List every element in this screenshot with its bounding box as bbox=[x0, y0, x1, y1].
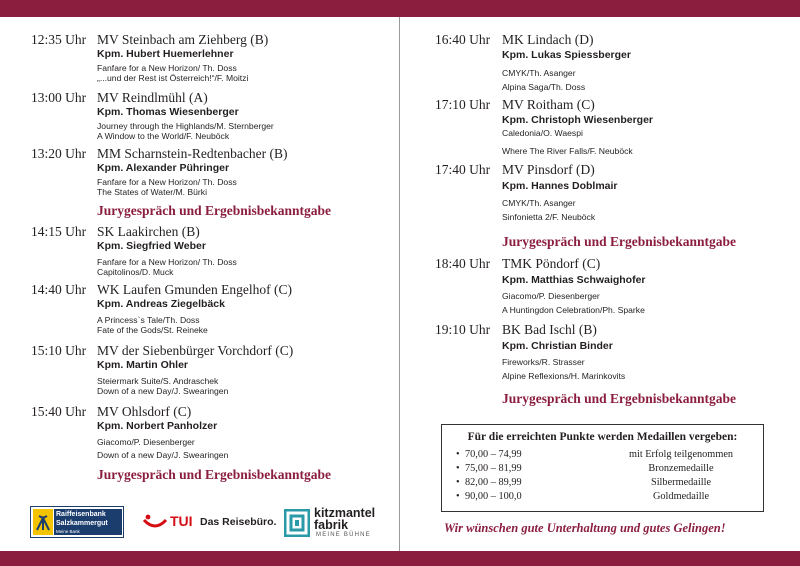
entry-conductor: Kpm. Alexander Pühringer bbox=[97, 162, 230, 174]
medal-range: 82,00 – 89,99 bbox=[465, 477, 522, 488]
entry-band: MV Pinsdorf (D) bbox=[502, 162, 595, 177]
entry-time: 18:40 Uhr bbox=[435, 256, 491, 271]
entry-conductor: Kpm. Hannes Doblmair bbox=[502, 180, 618, 192]
entry-piece: Journey through the Highlands/M. Sternberger bbox=[97, 121, 274, 131]
entry-piece: The States of Water/M. Bürki bbox=[97, 187, 208, 197]
entry-piece: Alpine Reflexions/H. Marinkovits bbox=[502, 371, 626, 381]
column-divider bbox=[399, 17, 400, 551]
entry-conductor: Kpm. Andreas Ziegelbäck bbox=[97, 298, 225, 310]
raiffeisen-tagline: Meine Bank bbox=[56, 529, 80, 534]
closing-message: Wir wünschen gute Unterhaltung und gutes Gelingen! bbox=[444, 521, 726, 535]
top-accent-bar bbox=[0, 0, 800, 17]
entry-time: 14:40 Uhr bbox=[31, 282, 87, 297]
entry-band: MK Lindach (D) bbox=[502, 32, 594, 47]
tui-tagline: Das Reisebüro. bbox=[200, 516, 277, 528]
entry-time: 17:40 Uhr bbox=[435, 162, 491, 177]
entry-piece: A Princess`s Tale/Th. Doss bbox=[97, 315, 200, 325]
entry-time: 13:20 Uhr bbox=[31, 146, 87, 161]
entry-piece: Fanfare for a New Horizon/ Th. Doss bbox=[97, 177, 237, 187]
entry-piece: Sinfonietta 2/F. Neuböck bbox=[502, 212, 596, 222]
raiffeisen-gable-icon bbox=[33, 509, 53, 535]
entry-band: MV Steinbach am Ziehberg (B) bbox=[97, 32, 269, 47]
medal-row bbox=[456, 491, 756, 504]
entry-time: 13:00 Uhr bbox=[31, 90, 87, 105]
entry-piece: Down of a new Day/J. Swearingen bbox=[97, 386, 229, 396]
medal-label: mit Erfolg teilgenommen bbox=[628, 449, 734, 460]
raiffeisen-line2: Salzkammergut bbox=[56, 519, 108, 527]
tui-smile-icon bbox=[143, 514, 167, 535]
entry-band: SK Laakirchen (B) bbox=[97, 224, 200, 239]
kitzmantel-line2: fabrik bbox=[314, 518, 349, 532]
entry-piece: CMYK/Th. Asanger bbox=[502, 198, 576, 208]
entry-conductor: Kpm. Martin Ohler bbox=[97, 359, 189, 371]
entry-conductor: Kpm. Hubert Huemerlehner bbox=[97, 48, 234, 60]
raiffeisenbank-logo bbox=[30, 506, 124, 538]
entry-band: MV Reindlmühl (A) bbox=[97, 90, 208, 105]
entry-conductor: Kpm. Christoph Wiesenberger bbox=[502, 114, 654, 126]
entry-piece: Alpina Saga/Th. Doss bbox=[502, 82, 586, 92]
entry-piece: Steiermark Suite/S. Andraschek bbox=[97, 376, 219, 386]
jury-announcement: Jurygespräch und Ergebnisbekanntgabe bbox=[97, 203, 332, 218]
jury-announcement: Jurygespräch und Ergebnisbekanntgabe bbox=[502, 391, 737, 406]
entry-piece: „...und der Rest ist Österreich!“/F. Moitzi bbox=[97, 73, 249, 83]
entry-conductor: Kpm. Christian Binder bbox=[502, 340, 613, 352]
entry-piece: Caledonia/O. Waespi bbox=[502, 128, 583, 138]
entry-piece: Down of a new Day/J. Swearingen bbox=[97, 450, 229, 460]
entry-piece: A Huntingdon Celebration/Ph. Sparke bbox=[502, 305, 645, 315]
entry-band: BK Bad Ischl (B) bbox=[502, 322, 597, 337]
bullet-icon: • bbox=[456, 463, 460, 474]
entry-conductor: Kpm. Norbert Panholzer bbox=[97, 420, 218, 432]
entry-conductor: Kpm. Siegfried Weber bbox=[97, 240, 206, 252]
raiffeisen-line1: Raiffeisenbank bbox=[56, 511, 106, 518]
entry-band: MM Scharnstein-Redtenbacher (B) bbox=[97, 146, 288, 161]
medal-range: 90,00 – 100,0 bbox=[465, 491, 522, 502]
kitzmantel-wordmark bbox=[314, 507, 375, 531]
medal-range: 70,00 – 74,99 bbox=[465, 449, 522, 460]
kitzmantel-square-icon bbox=[284, 509, 310, 542]
entry-time: 17:10 Uhr bbox=[435, 97, 491, 112]
entry-conductor: Kpm. Lukas Spiessberger bbox=[502, 49, 631, 61]
tui-wordmark: TUI bbox=[170, 513, 193, 529]
entry-piece: Capitolinos/D. Muck bbox=[97, 267, 174, 277]
medal-label: Silbermedaille bbox=[650, 477, 712, 488]
entry-piece: Fanfare for a New Horizon/ Th. Doss bbox=[97, 257, 237, 267]
jury-announcement: Jurygespräch und Ergebnisbekanntgabe bbox=[97, 467, 332, 482]
jury-announcement: Jurygespräch und Ergebnisbekanntgabe bbox=[502, 234, 737, 249]
entry-conductor: Kpm. Thomas Wiesenberger bbox=[97, 106, 239, 118]
medal-box-title: Für die erreichten Punkte werden Medaillen vergeben: bbox=[467, 431, 738, 443]
entry-band: WK Laufen Gmunden Engelhof (C) bbox=[97, 282, 292, 297]
medal-label: Goldmedaille bbox=[652, 491, 710, 502]
entry-time: 16:40 Uhr bbox=[435, 32, 491, 47]
raiffeisen-wordmark bbox=[54, 509, 122, 535]
medal-info-box bbox=[441, 424, 764, 512]
entry-time: 12:35 Uhr bbox=[31, 32, 87, 47]
entry-band: MV Roitham (C) bbox=[502, 97, 595, 112]
entry-time: 15:40 Uhr bbox=[31, 404, 87, 419]
medal-row bbox=[456, 477, 756, 490]
entry-band: MV Ohlsdorf (C) bbox=[97, 404, 192, 419]
entry-band: MV der Siebenbürger Vorchdorf (C) bbox=[97, 343, 294, 358]
entry-piece: Giacomo/P. Diesenberger bbox=[502, 291, 600, 301]
bottom-accent-bar bbox=[0, 551, 800, 566]
entry-piece: CMYK/Th. Asanger bbox=[502, 68, 576, 78]
entry-piece: Fireworks/R. Strasser bbox=[502, 357, 585, 367]
entry-band: TMK Pöndorf (C) bbox=[502, 256, 601, 271]
bullet-icon: • bbox=[456, 491, 460, 502]
medal-range: 75,00 – 81,99 bbox=[465, 463, 522, 474]
entry-piece: Where The River Falls/F. Neuböck bbox=[502, 146, 633, 156]
entry-time: 19:10 Uhr bbox=[435, 322, 491, 337]
medal-row bbox=[456, 463, 756, 476]
entry-conductor: Kpm. Matthias Schwaighofer bbox=[502, 274, 646, 286]
kitzmantelfabrik-logo bbox=[284, 507, 382, 541]
tui-logo bbox=[143, 513, 277, 531]
bullet-icon: • bbox=[456, 449, 460, 460]
entry-piece: A Window to the World/F. Neuböck bbox=[97, 131, 230, 141]
bullet-icon: • bbox=[456, 477, 460, 488]
medal-row bbox=[456, 449, 756, 462]
entry-time: 14:15 Uhr bbox=[31, 224, 87, 239]
entry-piece: Fate of the Gods/St. Reineke bbox=[97, 325, 208, 335]
kitzmantel-line1: kitzmantel bbox=[314, 506, 376, 520]
entry-piece: Fanfare for a New Horizon/ Th. Doss bbox=[97, 63, 237, 73]
kitzmantel-tagline: MEINE BÜHNE bbox=[316, 532, 371, 538]
entry-time: 15:10 Uhr bbox=[31, 343, 87, 358]
entry-piece: Giacomo/P. Diesenberger bbox=[97, 437, 195, 447]
medal-label: Bronzemedaille bbox=[648, 463, 714, 474]
